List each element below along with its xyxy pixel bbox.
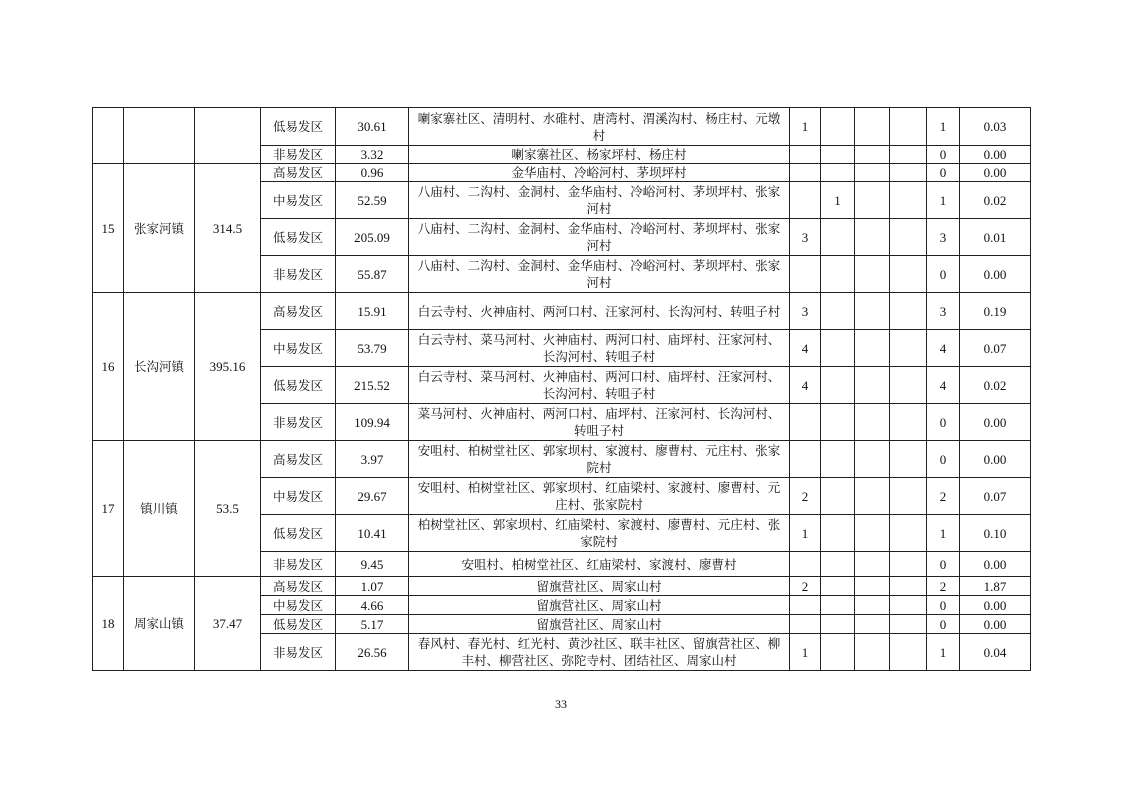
count-col2-cell [821,108,855,146]
zone-area-cell: 1.07 [336,577,409,596]
count-col1-cell: 4 [790,367,821,404]
zone-area-cell: 205.09 [336,219,409,256]
count-col4-cell [890,256,927,293]
table-row [93,293,1031,330]
villages-cell: 八庙村、二沟村、金洞村、金华庙村、冷峪河村、茅坝坪村、张家河村 [409,219,790,256]
zone-level-cell: 中易发区 [261,330,336,367]
zone-level-cell: 低易发区 [261,219,336,256]
count-col2-cell [821,256,855,293]
count-col1-cell [790,552,821,577]
count-col4-cell [890,552,927,577]
count-col3-cell [855,515,890,552]
villages-cell: 安咀村、柏树堂社区、郭家坝村、红庙梁村、家渡村、廖曹村、元庄村、张家院村 [409,478,790,515]
count-col2-cell [821,478,855,515]
villages-cell: 柏树堂社区、郭家坝村、红庙梁村、家渡村、廖曹村、元庄村、张家院村 [409,515,790,552]
count-col3-cell [855,634,890,671]
zone-level-cell: 非易发区 [261,634,336,671]
count-col2-cell [821,330,855,367]
table-row [93,441,1031,478]
hazard-zone-table [92,107,1031,671]
villages-cell: 菜马河村、火神庙村、两河口村、庙坪村、汪家河村、长沟河村、转咀子村 [409,404,790,441]
town-name-cell: 镇川镇 [124,441,195,577]
zone-level-cell: 高易发区 [261,577,336,596]
count-col1-cell [790,615,821,634]
count-col1-cell: 1 [790,108,821,146]
count-col2-cell [821,577,855,596]
count-col2-cell [821,164,855,182]
count-col4-cell [890,367,927,404]
density-cell: 0.00 [960,441,1031,478]
town-name-cell: 周家山镇 [124,577,195,671]
town-number-cell: 17 [93,441,124,577]
zone-level-cell: 非易发区 [261,256,336,293]
count-col3-cell [855,330,890,367]
density-cell: 0.01 [960,219,1031,256]
villages-cell: 喇家寨社区、杨家坪村、杨庄村 [409,146,790,164]
count-col2-cell [821,404,855,441]
density-cell: 0.00 [960,404,1031,441]
count-col2-cell: 1 [821,182,855,219]
count-col1-cell: 2 [790,577,821,596]
villages-cell: 白云寺村、火神庙村、两河口村、汪家河村、长沟河村、转咀子村 [409,293,790,330]
density-cell: 0.00 [960,552,1031,577]
count-col1-cell [790,441,821,478]
density-cell: 0.00 [960,146,1031,164]
zone-level-cell: 中易发区 [261,596,336,615]
density-cell: 0.00 [960,596,1031,615]
count-col3-cell [855,552,890,577]
page-number: 33 [555,697,567,711]
density-cell: 0.03 [960,108,1031,146]
town-area-cell [195,108,261,164]
count-col3-cell [855,596,890,615]
count-col1-cell [790,146,821,164]
count-col3-cell [855,293,890,330]
count-col2-cell [821,515,855,552]
villages-cell: 八庙村、二沟村、金洞村、金华庙村、冷峪河村、茅坝坪村、张家河村 [409,182,790,219]
count-col3-cell [855,441,890,478]
count-col4-cell [890,330,927,367]
count-total-cell: 2 [927,577,960,596]
count-total-cell: 3 [927,219,960,256]
count-col2-cell [821,596,855,615]
density-cell: 0.10 [960,515,1031,552]
zone-level-cell: 高易发区 [261,164,336,182]
count-col4-cell [890,219,927,256]
zone-area-cell: 55.87 [336,256,409,293]
table-row [93,108,1031,146]
villages-cell: 白云寺村、菜马河村、火神庙村、两河口村、庙坪村、汪家河村、长沟河村、转咀子村 [409,367,790,404]
town-name-cell: 张家河镇 [124,164,195,293]
villages-cell: 喇家寨社区、清明村、水碓村、唐湾村、渭溪沟村、杨庄村、元墩村 [409,108,790,146]
count-col2-cell [821,367,855,404]
villages-cell: 春风村、春光村、红光村、黄沙社区、联丰社区、留旗营社区、柳丰村、柳营社区、弥陀寺村、团结社区、周家山村 [409,634,790,671]
count-col3-cell [855,404,890,441]
count-total-cell: 0 [927,146,960,164]
zone-level-cell: 非易发区 [261,404,336,441]
zone-area-cell: 215.52 [336,367,409,404]
count-col2-cell [821,146,855,164]
count-total-cell: 3 [927,293,960,330]
count-col1-cell: 2 [790,478,821,515]
zone-area-cell: 15.91 [336,293,409,330]
zone-area-cell: 3.97 [336,441,409,478]
villages-cell: 安咀村、柏树堂社区、郭家坝村、家渡村、廖曹村、元庄村、张家院村 [409,441,790,478]
zone-area-cell: 52.59 [336,182,409,219]
town-number-cell [93,108,124,164]
count-col3-cell [855,577,890,596]
count-col3-cell [855,182,890,219]
table-row [93,577,1031,596]
town-area-cell: 395.16 [195,293,261,441]
count-col3-cell [855,164,890,182]
count-total-cell: 0 [927,256,960,293]
zone-area-cell: 10.41 [336,515,409,552]
zone-level-cell: 低易发区 [261,515,336,552]
count-total-cell: 4 [927,367,960,404]
count-col2-cell [821,441,855,478]
count-col3-cell [855,256,890,293]
zone-area-cell: 26.56 [336,634,409,671]
table-row [93,164,1031,182]
count-col2-cell [821,293,855,330]
villages-cell: 安咀村、柏树堂社区、红庙梁村、家渡村、廖曹村 [409,552,790,577]
count-col4-cell [890,293,927,330]
count-col4-cell [890,478,927,515]
density-cell: 0.02 [960,367,1031,404]
count-total-cell: 1 [927,182,960,219]
count-total-cell: 1 [927,515,960,552]
villages-cell: 留旗营社区、周家山村 [409,596,790,615]
zone-level-cell: 中易发区 [261,182,336,219]
count-col3-cell [855,615,890,634]
count-col3-cell [855,146,890,164]
count-total-cell: 0 [927,615,960,634]
count-col4-cell [890,108,927,146]
count-total-cell: 1 [927,108,960,146]
count-col3-cell [855,478,890,515]
town-number-cell: 15 [93,164,124,293]
zone-area-cell: 53.79 [336,330,409,367]
density-cell: 0.00 [960,256,1031,293]
count-total-cell: 0 [927,596,960,615]
count-col3-cell [855,108,890,146]
zone-area-cell: 5.17 [336,615,409,634]
zone-area-cell: 0.96 [336,164,409,182]
villages-cell: 八庙村、二沟村、金洞村、金华庙村、冷峪河村、茅坝坪村、张家河村 [409,256,790,293]
count-col3-cell [855,367,890,404]
count-col1-cell [790,164,821,182]
count-col4-cell [890,615,927,634]
zone-area-cell: 29.67 [336,478,409,515]
density-cell: 0.04 [960,634,1031,671]
count-col1-cell: 1 [790,634,821,671]
density-cell: 0.07 [960,330,1031,367]
zone-level-cell: 非易发区 [261,146,336,164]
count-total-cell: 4 [927,330,960,367]
count-col4-cell [890,182,927,219]
density-cell: 1.87 [960,577,1031,596]
count-col4-cell [890,596,927,615]
count-col1-cell: 1 [790,515,821,552]
density-cell: 0.19 [960,293,1031,330]
villages-cell: 白云寺村、菜马河村、火神庙村、两河口村、庙坪村、汪家河村、长沟河村、转咀子村 [409,330,790,367]
count-col4-cell [890,515,927,552]
density-cell: 0.00 [960,164,1031,182]
count-col3-cell [855,219,890,256]
count-col1-cell [790,596,821,615]
count-total-cell: 0 [927,441,960,478]
town-name-cell [124,108,195,164]
villages-cell: 留旗营社区、周家山村 [409,615,790,634]
count-col1-cell: 3 [790,219,821,256]
zone-area-cell: 3.32 [336,146,409,164]
count-col4-cell [890,164,927,182]
zone-level-cell: 非易发区 [261,552,336,577]
villages-cell: 金华庙村、冷峪河村、茅坝坪村 [409,164,790,182]
town-area-cell: 53.5 [195,441,261,577]
count-col1-cell: 3 [790,293,821,330]
villages-cell: 留旗营社区、周家山村 [409,577,790,596]
count-total-cell: 1 [927,634,960,671]
zone-area-cell: 109.94 [336,404,409,441]
count-col1-cell: 4 [790,330,821,367]
count-col4-cell [890,146,927,164]
town-number-cell: 16 [93,293,124,441]
town-area-cell: 314.5 [195,164,261,293]
town-area-cell: 37.47 [195,577,261,671]
zone-area-cell: 4.66 [336,596,409,615]
count-total-cell: 0 [927,552,960,577]
count-total-cell: 0 [927,164,960,182]
density-cell: 0.02 [960,182,1031,219]
count-col1-cell [790,182,821,219]
count-col4-cell [890,634,927,671]
zone-level-cell: 中易发区 [261,478,336,515]
zone-area-cell: 9.45 [336,552,409,577]
count-total-cell: 0 [927,404,960,441]
zone-level-cell: 低易发区 [261,108,336,146]
density-cell: 0.07 [960,478,1031,515]
zone-level-cell: 低易发区 [261,615,336,634]
town-number-cell: 18 [93,577,124,671]
count-total-cell: 2 [927,478,960,515]
count-col4-cell [890,404,927,441]
zone-level-cell: 高易发区 [261,293,336,330]
count-col4-cell [890,577,927,596]
count-col2-cell [821,634,855,671]
zone-level-cell: 低易发区 [261,367,336,404]
count-col2-cell [821,552,855,577]
count-col4-cell [890,441,927,478]
count-col1-cell [790,404,821,441]
town-name-cell: 长沟河镇 [124,293,195,441]
count-col2-cell [821,219,855,256]
density-cell: 0.00 [960,615,1031,634]
zone-level-cell: 高易发区 [261,441,336,478]
count-col1-cell [790,256,821,293]
count-col2-cell [821,615,855,634]
zone-area-cell: 30.61 [336,108,409,146]
